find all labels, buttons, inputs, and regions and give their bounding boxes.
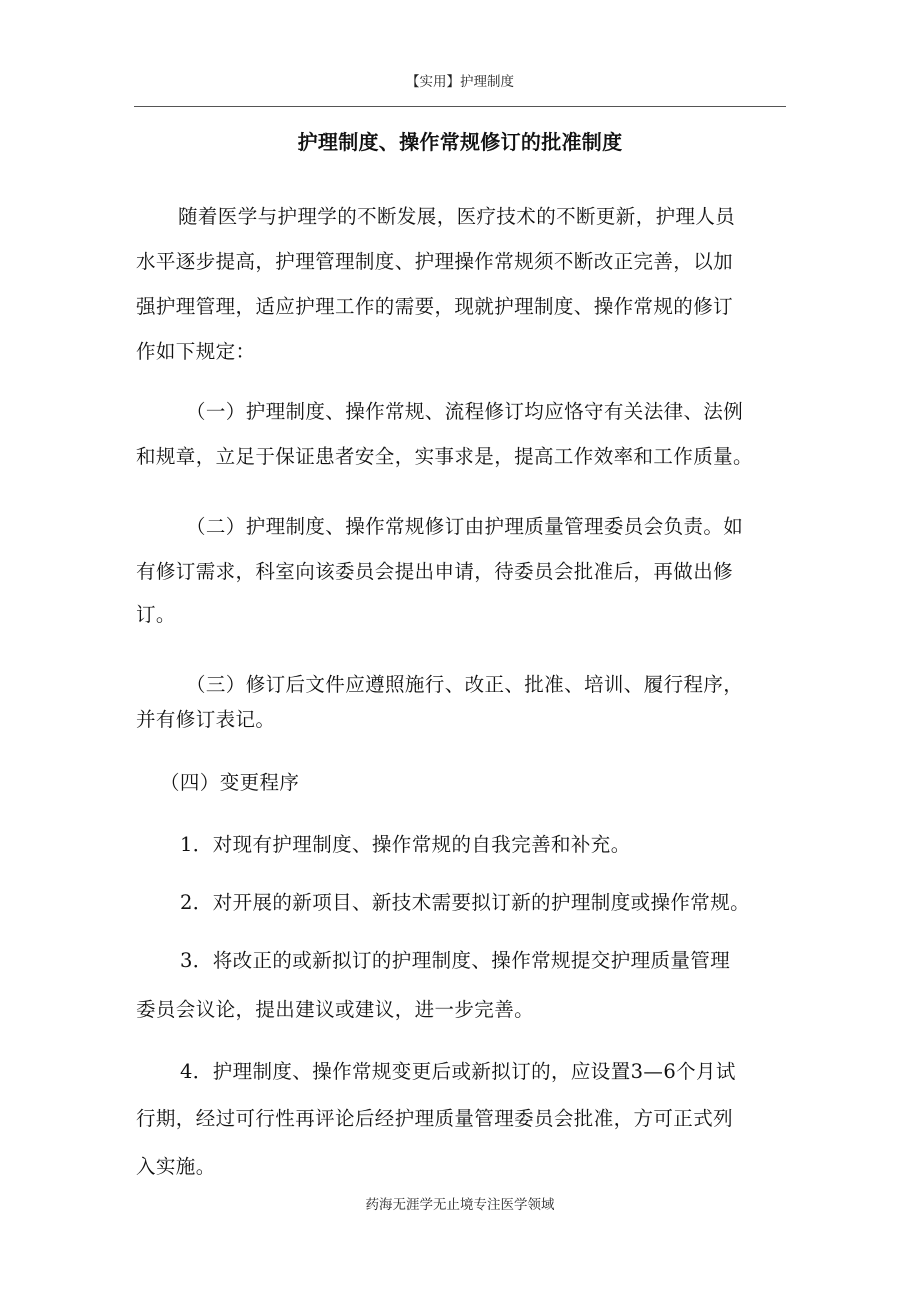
- section-line: （一）护理制度、操作常规、流程修订均应恪守有关法律、法例: [186, 400, 744, 423]
- list-item-line: 1．对现有护理制度、操作常规的自我完善和补充。: [180, 833, 631, 856]
- intro-line: 强护理管理，适应护理工作的需要，现就护理制度、操作常规的修订: [136, 295, 734, 318]
- intro-line: 作如下规定：: [136, 340, 256, 363]
- section-line: 订。: [136, 603, 176, 626]
- section-line: （三）修订后文件应遵照施行、改正、批准、培训、履行程序，: [186, 673, 744, 696]
- section-line: （四）变更程序: [160, 771, 300, 794]
- intro-line: 水平逐步提高，护理管理制度、护理操作常规须不断改正完善，以加: [136, 250, 734, 273]
- intro-line: 随着医学与护理学的不断发展，医疗技术的不断更新，护理人员: [178, 205, 736, 228]
- list-item-line: 2．对开展的新项目、新技术需要拟订新的护理制度或操作常规。: [180, 891, 751, 914]
- list-item-line: 3．将改正的或新拟订的护理制度、操作常规提交护理质量管理: [180, 949, 731, 972]
- section-line: 并有修订表记。: [136, 708, 276, 731]
- document-title: 护理制度、操作常规修订的批准制度: [297, 130, 623, 154]
- running-footer: 药海无涯学无止境专注医学领域: [365, 1197, 555, 1213]
- list-item-line: 委员会议论，提出建议或建议，进一步完善。: [136, 998, 535, 1021]
- header-divider: [134, 106, 786, 107]
- section-line: 有修订需求，科室向该委员会提出申请，待委员会批准后，再做出修: [136, 560, 734, 583]
- list-item-line: 入实施。: [136, 1155, 216, 1178]
- list-item-line: 4．护理制度、操作常规变更后或新拟订的，应设置3—6个月试: [180, 1060, 736, 1083]
- running-header: 【实用】护理制度: [406, 74, 514, 90]
- section-line: （二）护理制度、操作常规修订由护理质量管理委员会负责。如: [186, 515, 744, 538]
- section-line: 和规章，立足于保证患者安全，实事求是，提高工作效率和工作质量。: [136, 445, 753, 468]
- list-item-line: 行期，经过可行性再评论后经护理质量管理委员会批准，方可正式列: [136, 1107, 734, 1130]
